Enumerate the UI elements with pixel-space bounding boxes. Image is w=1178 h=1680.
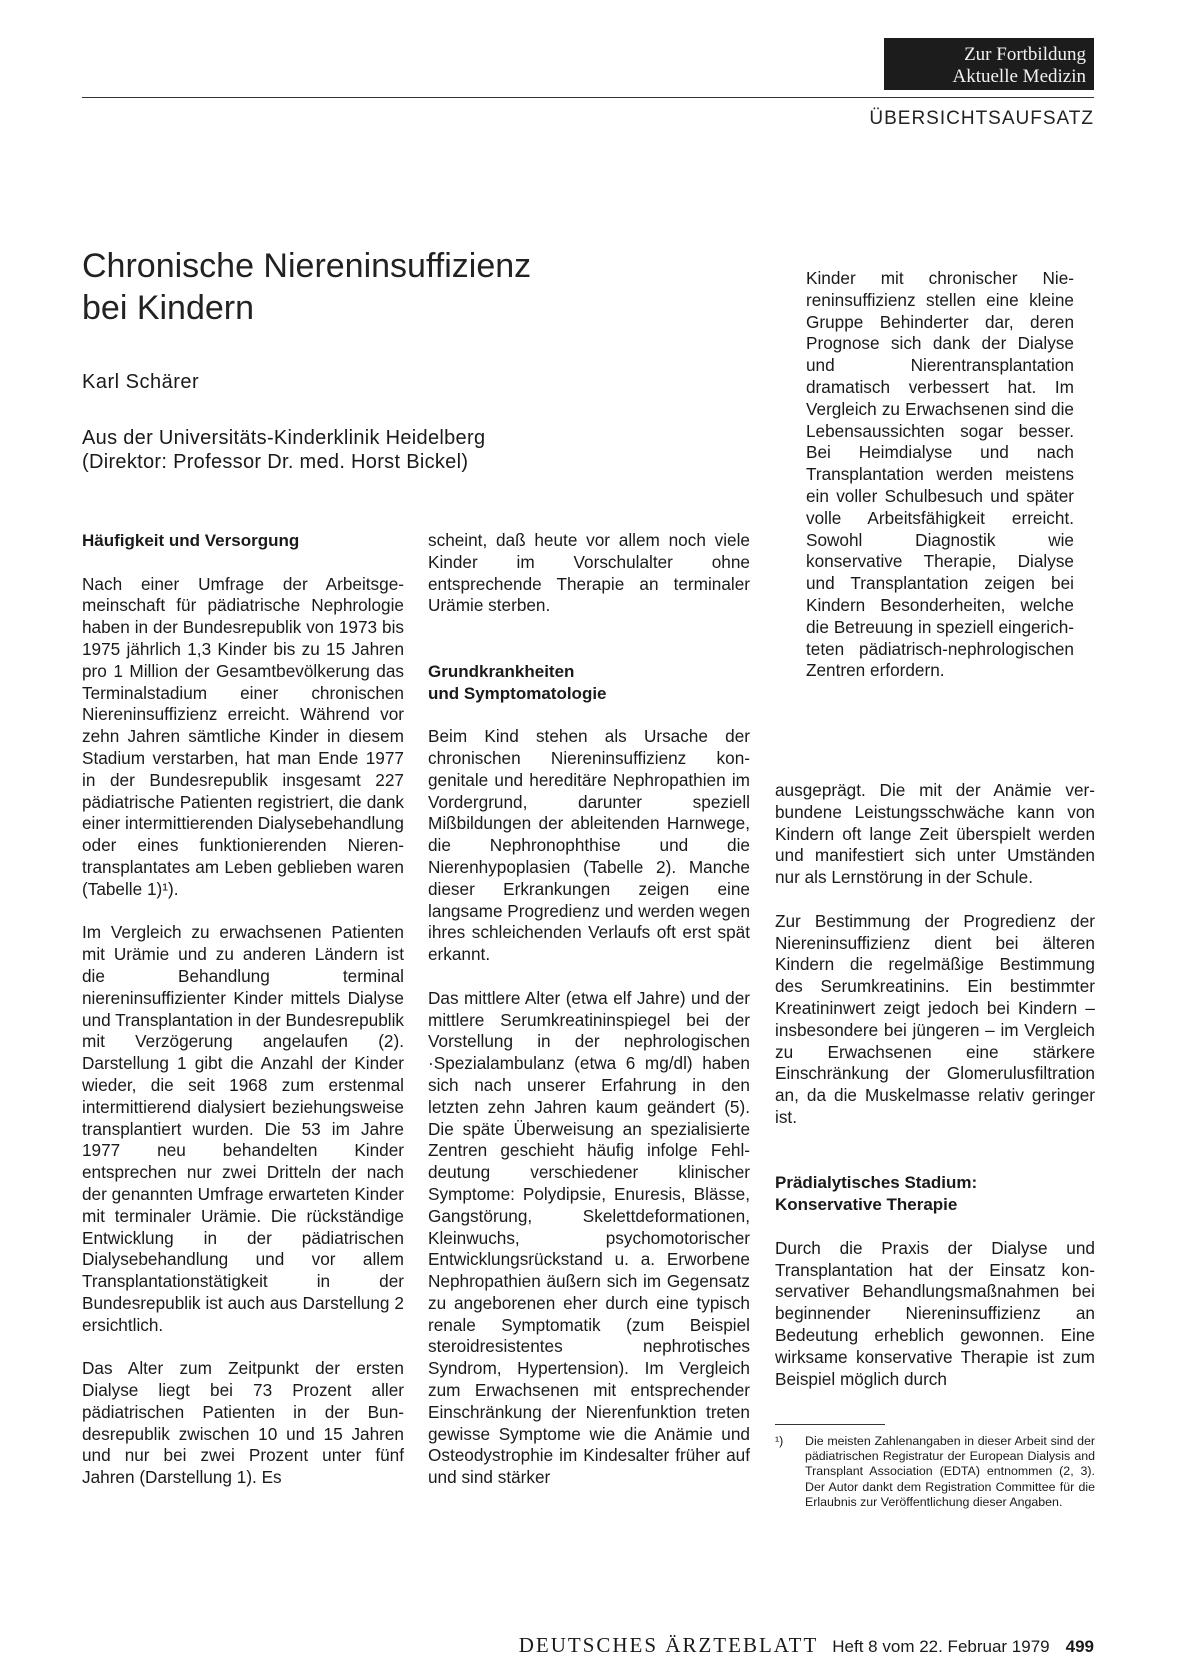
column-1 — [82, 530, 404, 1511]
column-2 — [428, 530, 750, 1511]
footnote-mark: ¹) — [775, 1434, 784, 1448]
paragraph: Zur Bestimmung der Progredienz der Niereninsuffizienz dient bei älteren Kindern die regelmäßige Bestimmung des Serumkreatinins. Ein bestimmter Kreatininwert zeigt jedoch bei Kindern – insbesondere bei jüngeren – im Vergleich zu Erwachsenen eine stärkere Einschränkung der Glomerulusfiltration an, da die Muskelmasse relativ geringer ist. — [775, 910, 1095, 1127]
issue-info: Heft 8 vom 22. Februar 1979 — [832, 1637, 1050, 1656]
footnote-text: Die meisten Zahlenangaben in dieser Arbeit sind der pädiatrischen Registratur der European Dialysis and Transplant Association (EDTA) entnommen (2, 3). Der Autor dankt dem Registration Committee für die Erlaubnis zur Veröffentlichung dieser Angaben. — [805, 1434, 1095, 1509]
badge-line-2: Aktuelle Medizin — [952, 66, 1086, 87]
footnote — [775, 1434, 1095, 1510]
article-title: Chronische Niereninsuffizienz bei Kindern — [82, 247, 532, 327]
heading-praedialytisch — [775, 1172, 1095, 1216]
paragraph: Beim Kind stehen als Ursache der chronischen Niereninsuffizienz kongenitale und hereditäre Nephropathien im Vordergrund, darunter speziell Mißbildungen der ableitenden Harnwege, die Nephronophthise und die Nierenhypoplasien (Tabelle 2). Manche dieser Erkrankungen zeigen eine langsame Progredienz und werden wegen ihres schleichenden Verlaufs oft erst spät erkannt. — [428, 726, 750, 965]
category-badge — [884, 38, 1094, 90]
author-name: Karl Schärer — [82, 371, 200, 393]
summary-box — [806, 268, 1074, 704]
paragraph: ausgeprägt. Die mit der Anämie verbundene Leistungsschwäche kann von Kindern oft lange Zeit überspielt werden und manifestiert sich unter Umständen nur als Lernstörung in der Schule. — [775, 780, 1095, 888]
heading-haeufigkeit: Häufigkeit und Versorgung — [82, 531, 300, 550]
paragraph: Im Vergleich zu erwachsenen Patienten mit Urämie und zu anderen Ländern ist die Behandlung terminal niereninsuffizienter Kinder mittels Dialyse und Transplantation in der Bundesrepublik mit Verzögerung angelaufen (2). Darstellung 1 gibt die Anzahl der Kinder wieder, die seit 1968 zum erstenmal intermittierend dialysiert beziehungsweise transplantiert wurden. Die 53 im Jahre 1977 neu behandelten Kinder entsprechen nur zwei Dritteln der nach der genannten Umfrage erwarteten Kinder mit terminaler Urämie. Die rückständige Entwicklung in der pädiatrischen Dialysebehandlung und vor allem Transplantationstätigkeit in der Bundesrepublik ist auch aus Darstellung 2 ersichtlich. — [82, 922, 405, 1335]
section-label: ÜBERSICHTSAUFSATZ — [869, 108, 1094, 129]
heading-grundkrankheiten — [428, 661, 750, 705]
paragraph: Das Alter zum Zeitpunkt der ersten Dialyse liegt bei 73 Prozent aller pädiatrischen Patienten in der Bundesrepublik zwischen 10 und 15 Jahren und nur bei zwei Prozent unter fünf Jahren (Darstellung 1). Es — [82, 1358, 404, 1488]
column-3 — [775, 780, 1095, 1412]
summary-text: Kinder mit chronischer Niereninsuffizienz stellen eine kleine Gruppe Behinderter dar, deren Prognose sich dank der Dialyse und Nierentransplantation dramatisch verbessert hat. Im Vergleich zu Erwachsenen sind die Lebensaussichten sogar besser. Bei Heimdialyse und nach Transplantation werden meistens ein voller Schulbesuch und später volle Arbeitsfähigkeit erreicht. Sowohl Diagnostik wie konservative Therapie, Dialyse und Transplantation zeigen bei Kindern Besonderheiten, welche die Betreuung in speziell eingerichteten pädiatrisch-nephrologischen Zentren erfordern. — [806, 268, 1074, 681]
page-number: 499 — [1065, 1637, 1094, 1656]
footnote-rule — [775, 1424, 885, 1425]
header-rule — [82, 97, 1094, 98]
paragraph: Durch die Praxis der Dialyse und Transplantation hat der Einsatz konservativer Behandlungsmaßnahmen bei beginnender Niereninsuffizienz an Bedeutung erheblich gewonnen. Eine wirksame konservative Therapie ist zum Beispiel möglich durch — [775, 1237, 1095, 1389]
paragraph: Das mittlere Alter (etwa elf Jahre) und der mittlere Serumkreatininspiegel bei der Vorstellung in der nephrologischen ·Spezialambulanz (etwa 6 mg/dl) haben sich nach unserer Erfahrung in den letzten zehn Jahren kaum geändert (5). Die späte Überweisung an spezialisierte Zentren geschieht häufig infolge Fehldeutung verschiedener klinischer Symptome: Polydipsie, Enuresis, Blässe, Gangstörung, Skelettdeformationen, Kleinwuchs, psychomotorischer Entwicklungsrückstand u. a. Erworbene Nephropathien äußern sich im Gegensatz zu angeborenen eher durch eine typisch renale Symptomatik (zum Beispiel steroidresistentes nephrotisches Syndrom, Hypertension). Im Vergleich zum Erwachsenen mit entsprechender Einschränkung der Nierenfunktion treten gewisse Symptome wie die Anämie und Osteodystrophie im Kindesalter früher auf und sind stärker — [428, 987, 750, 1488]
journal-name: DEUTSCHES ÄRZTEBLATT — [518, 1633, 819, 1657]
heading-line: Prädialytisches Stadium: — [775, 1173, 978, 1193]
affiliation-line-2: (Direktor: Professor Dr. med. Horst Bickel) — [82, 451, 469, 473]
affiliation-line-1: Aus der Universitäts-Kinderklinik Heidelberg — [82, 427, 486, 449]
paragraph: scheint, daß heute vor allem noch viele Kinder im Vorschulalter ohne entsprechende Therapie an terminaler Urämie sterben. — [428, 530, 750, 616]
heading-line: und Symptomatologie — [428, 683, 607, 703]
heading-line: Grundkrankheiten — [428, 661, 575, 681]
heading-line: Konservative Therapie — [775, 1195, 958, 1215]
badge-line-1: Zur Fortbildung — [964, 44, 1086, 65]
affiliation — [82, 426, 485, 474]
paragraph: Nach einer Umfrage der Arbeitsgemeinschaft für pädiatrische Nephrologie haben in der Bundesrepublik von 1973 bis 1975 jährlich 1,3 Kinder bis zu 15 Jahren pro 1 Million der Gesamtbevölkerung das Terminalstadium einer chronischen Niereninsuffizienz erreicht. Während vor zehn Jahren sämtliche Kinder in diesem Stadium verstarben, hat man Ende 1977 in der Bundesrepublik insgesamt 227 pädiatrische Patienten registriert, die dank einer intermittierenden Dialysebehandlung oder eines funktionierenden Nierentransplantates am Leben geblieben waren (Tabelle 1)¹). — [82, 573, 404, 899]
page-footer — [452, 1633, 1094, 1658]
